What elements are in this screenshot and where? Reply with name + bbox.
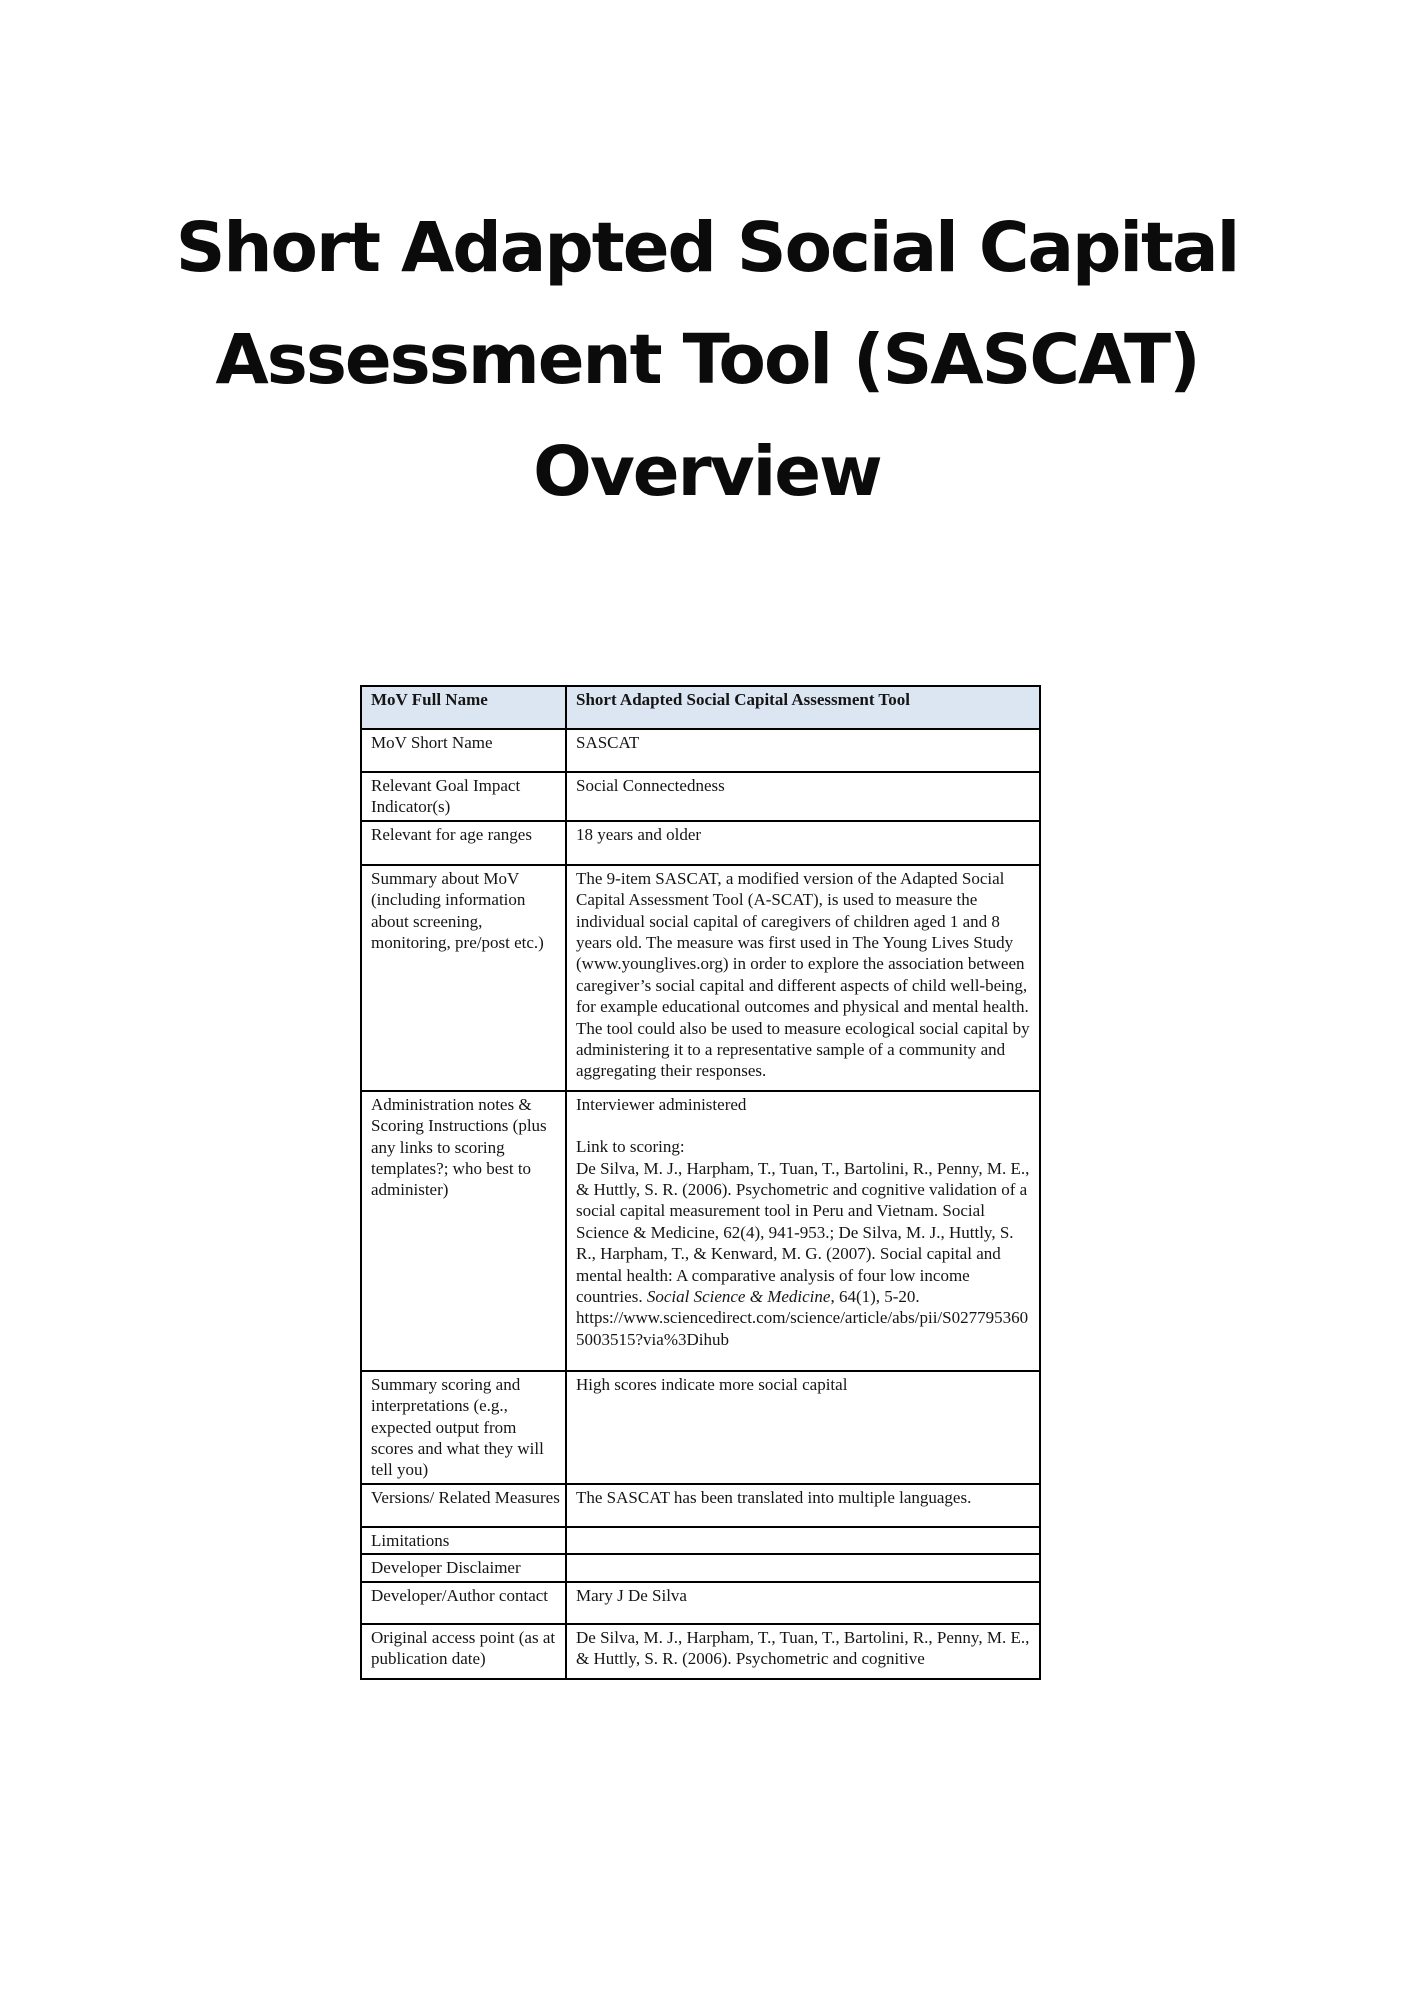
row-value: 18 years and older	[566, 821, 1040, 865]
table-row-limitations	[361, 1527, 1040, 1554]
table-row-summary-scoring	[361, 1371, 1040, 1484]
table-row-developer-disclaimer	[361, 1554, 1040, 1581]
table-row-versions-related-measures	[361, 1484, 1040, 1527]
row-label: Administration notes & Scoring Instructions (plus any links to scoring templates?; who best to administer)	[361, 1091, 566, 1371]
page-title-line-3: Overview	[533, 432, 881, 512]
table-row-header	[361, 686, 1040, 729]
table-row-mov-short-name	[361, 729, 1040, 772]
header-value-cell: Short Adapted Social Capital Assessment Tool	[566, 686, 1040, 729]
row-label: Versions/ Related Measures	[361, 1484, 566, 1527]
page-title	[0, 192, 1414, 528]
row-value: Mary J De Silva	[566, 1582, 1040, 1624]
row-label: Original access point (as at publication date)	[361, 1624, 566, 1679]
admin-link-heading: Link to scoring:	[576, 1137, 685, 1157]
mov-overview-table-container	[360, 685, 1039, 1680]
row-label: Relevant for age ranges	[361, 821, 566, 865]
row-value: The SASCAT has been translated into multiple languages.	[566, 1484, 1040, 1527]
blank-line	[576, 1115, 1031, 1136]
table-row-original-access-point	[361, 1624, 1040, 1679]
row-value: High scores indicate more social capital	[566, 1371, 1040, 1484]
admin-intro: Interviewer administered	[576, 1094, 747, 1114]
header-label-cell: MoV Full Name	[361, 686, 566, 729]
row-label: Relevant Goal Impact Indicator(s)	[361, 772, 566, 821]
row-label: Limitations	[361, 1527, 566, 1554]
mov-overview-table	[360, 685, 1041, 1680]
row-label: Developer/Author contact	[361, 1582, 566, 1624]
table-row-summary-about-mov	[361, 865, 1040, 1091]
row-value: Social Connectedness	[566, 772, 1040, 821]
row-label: Summary about MoV (including information about screening, monitoring, pre/post etc.)	[361, 865, 566, 1091]
row-value	[566, 1554, 1040, 1581]
row-label: Summary scoring and interpretations (e.g., expected output from scores and what they will tell you)	[361, 1371, 566, 1484]
row-label: Developer Disclaimer	[361, 1554, 566, 1581]
row-value: The 9-item SASCAT, a modified version of the Adapted Social Capital Assessment Tool (A-SCAT), is used to measure the individual social capital of caregivers of children aged 1 and 8 years old. The measure was first used in The Young Lives Study (www.younglives.org) in order to explore the association between caregiver’s social capital and different aspects of child well-being, for example educational outcomes and physical and mental health. The tool could also be used to measure ecological social capital by administering it to a representative sample of a community and aggregating their responses.	[566, 865, 1040, 1091]
row-value: De Silva, M. J., Harpham, T., Tuan, T., Bartolini, R., Penny, M. E., & Huttly, S. R. (2006). Psychometric and cognitive	[566, 1624, 1040, 1679]
row-value	[566, 1527, 1040, 1554]
table-row-goal-impact-indicators	[361, 772, 1040, 821]
row-value: SASCAT	[566, 729, 1040, 772]
row-label: MoV Short Name	[361, 729, 566, 772]
table-row-administration-notes	[361, 1091, 1040, 1371]
admin-scoring-reference: De Silva, M. J., Harpham, T., Tuan, T., Bartolini, R., Penny, M. E., & Huttly, S. R. (2006). Psychometric and cognitive validation of a social capital measurement tool in Peru and Vietnam. Social Science & Medicine, 62(4), 941-953.; De Silva, M. J., Huttly, S. R., Harpham, T., & Kenward, M. G. (2007). Social capital and mental health: A comparative analysis of four low income countries. Social Science & Medicine, 64(1), 5-20. https://www.sciencedirect.com/science/article/abs/pii/S0277953605003515?via%3Dihub	[576, 1158, 1030, 1349]
page-title-line-2: Assessment Tool (SASCAT)	[215, 320, 1199, 400]
page-title-line-1: Short Adapted Social Capital	[175, 208, 1239, 288]
table-row-developer-author-contact	[361, 1582, 1040, 1624]
table-row-age-ranges	[361, 821, 1040, 865]
row-value	[566, 1091, 1040, 1371]
